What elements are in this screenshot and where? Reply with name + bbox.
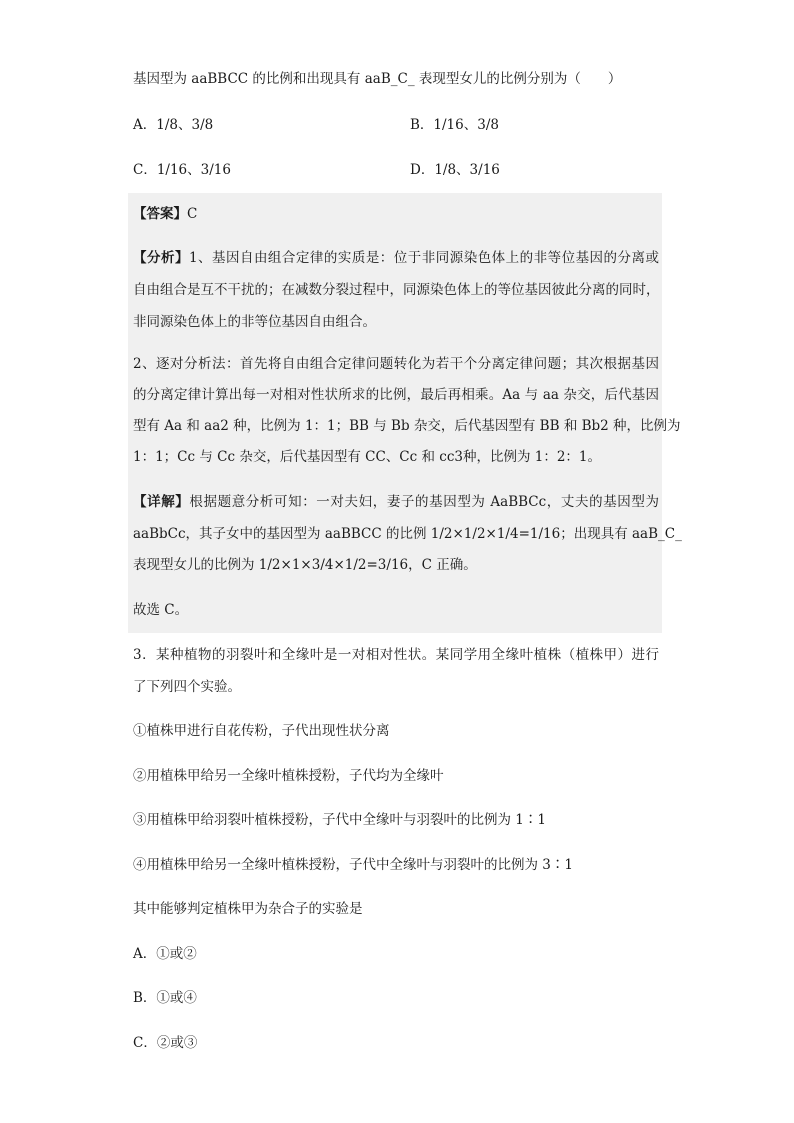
- q3-option-b: B．①或④: [133, 990, 197, 1006]
- analysis-p2-line-1: 2、逐对分析法：首先将自由组合定律问题转化为若干个分离定律问题；其次根据基因: [133, 356, 659, 372]
- q3-experiment-1: ①植株甲进行自花传粉，子代出现性状分离: [133, 723, 390, 739]
- q3-stem-line-2: 了下列四个实验。: [133, 679, 241, 695]
- question-stem: 基因型为 aaBBCC 的比例和出现具有 aaB_C_ 表现型女儿的比例分别为（ ）: [133, 71, 622, 87]
- analysis-line-1: 【分析】1、基因自由组合定律的实质是：位于非同源染色体上的非等位基因的分离或: [133, 250, 659, 266]
- answer-line: [133, 202, 659, 222]
- q3-option-c: C．②或③: [133, 1035, 198, 1051]
- answer-tag: 【答案】: [133, 206, 187, 222]
- detail-line-1: 【详解】根据题意分析可知：一对夫妇，妻子的基因型为 AaBBCc，丈夫的基因型为: [133, 494, 659, 510]
- q3-experiment-2: ②用植株甲给另一全缘叶植株授粉，子代均为全缘叶: [133, 768, 444, 784]
- detail-tag: 【详解】: [133, 494, 190, 510]
- option-b: B．1/16、3/8: [410, 117, 499, 133]
- q3-experiment-4: ④用植株甲给另一全缘叶植株授粉，子代中全缘叶与羽裂叶的比例为 3∶1: [133, 857, 573, 873]
- answer-value: C: [187, 206, 198, 222]
- analysis-line-3: 非同源染色体上的非等位基因自由组合。: [133, 314, 376, 330]
- q3-option-a: A．①或②: [133, 946, 197, 962]
- q3-prompt: 其中能够判定植株甲为杂合子的实验是: [133, 901, 363, 917]
- analysis-p2-line-3: 型有 Aa 和 aa2 种，比例为 1：1；BB 与 Bb 杂交，后代基因型有 BB 和 Bb2 种，比例为: [133, 418, 681, 434]
- analysis-tag: 【分析】: [133, 250, 189, 266]
- option-c: C．1/16、3/16: [133, 162, 231, 178]
- q3-experiment-3: ③用植株甲给羽裂叶植株授粉，子代中全缘叶与羽裂叶的比例为 1∶1: [133, 812, 546, 828]
- analysis-p2-line-4: 1：1；Cc 与 Cc 杂交，后代基因型有 CC、Cc 和 cc3种，比例为 1：2：1。: [133, 449, 602, 465]
- option-a: A．1/8、3/8: [133, 117, 214, 133]
- detail-conclusion: 故选 C。: [133, 602, 189, 618]
- option-d: D．1/8、3/16: [410, 162, 500, 178]
- analysis-p2-line-2: 的分离定律计算出每一对相对性状所求的比例，最后再相乘。Aa 与 aa 杂交，后代基因: [133, 387, 659, 403]
- analysis-line-2: 自由组合是互不干扰的；在减数分裂过程中，同源染色体上的等位基因彼此分离的同时，: [133, 282, 660, 298]
- q3-stem-line-1: 3．某种植物的羽裂叶和全缘叶是一对相对性状。某同学用全缘叶植株（植株甲）进行: [133, 647, 659, 663]
- detail-line-3: 表现型女儿的比例为 1/2×1×3/4×1/2=3/16，C 正确。: [133, 557, 477, 573]
- detail-line-2: aaBbCc，其子女中的基因型为 aaBBCC 的比例 1/2×1/2×1/4=1/16；出现具有 aaB_C_: [133, 526, 682, 542]
